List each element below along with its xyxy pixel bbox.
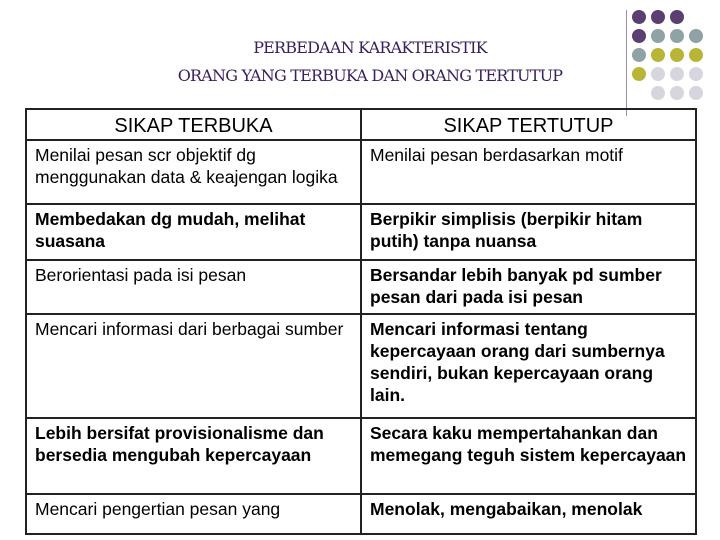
row-2-open: Membedakan dg mudah, melihat suasana [26,204,361,260]
row-1-open: Menilai pesan scr objektif dg menggunakan data & keajengan logika [26,140,361,204]
decorative-dot [632,10,646,24]
header-closed-attitude: SIKAP TERTUTUP [361,109,696,140]
row-1-closed: Menilai pesan berdasarkan motif [361,140,696,204]
decorative-dot [632,48,646,62]
decorative-dot-grid [632,10,720,120]
row-3-open: Berorientasi pada isi pesan [26,260,361,314]
row-4-open: Mencari informasi dari berbagai sumber [26,314,361,418]
row-6-open: Mencari pengertian pesan yang [26,494,361,534]
decorative-dot [689,86,703,100]
decorative-dot [651,67,665,81]
table-row [26,204,696,260]
table-row [26,140,696,204]
table-row [26,494,696,534]
decorative-dot [670,10,684,24]
comparison-table [25,108,697,535]
row-2-closed: Berpikir simplisis (berpikir hitam putih) tanpa nuansa [361,204,696,260]
decorative-dot [670,67,684,81]
decorative-dot [651,48,665,62]
row-3-closed: Bersandar lebih banyak pd sumber pesan dari pada isi pesan [361,260,696,314]
page-title-line-2: ORANG YANG TERBUKA DAN ORANG TERTUTUP [177,66,563,85]
decorative-dot [651,86,665,100]
row-4-closed: Mencari informasi tentang kepercayaan orang dari sumbernya sendiri, bukan kepercayaan orang lain. [361,314,696,418]
decorative-dot [651,29,665,43]
decorative-dot [689,67,703,81]
table-row [26,418,696,494]
decorative-dot [670,29,684,43]
page-title-line-1: PERBEDAAN KARAKTERISTIK [253,38,487,57]
decorative-dot [632,29,646,43]
table-row [26,260,696,314]
decorative-dot [670,48,684,62]
decorative-dot [689,29,703,43]
row-5-open: Lebih bersifat provisionalisme dan bersedia mengubah kepercayaan [26,418,361,494]
decorative-dot [632,67,646,81]
decorative-dot [689,48,703,62]
decorative-divider [626,10,627,116]
decorative-dot [651,10,665,24]
header-open-attitude: SIKAP TERBUKA [26,109,361,140]
table-row [26,314,696,418]
table-header-row [26,109,696,140]
decorative-dot [670,86,684,100]
row-5-closed: Secara kaku mempertahankan dan memegang teguh sistem kepercayaan [361,418,696,494]
row-6-closed: Menolak, mengabaikan, menolak [361,494,696,534]
